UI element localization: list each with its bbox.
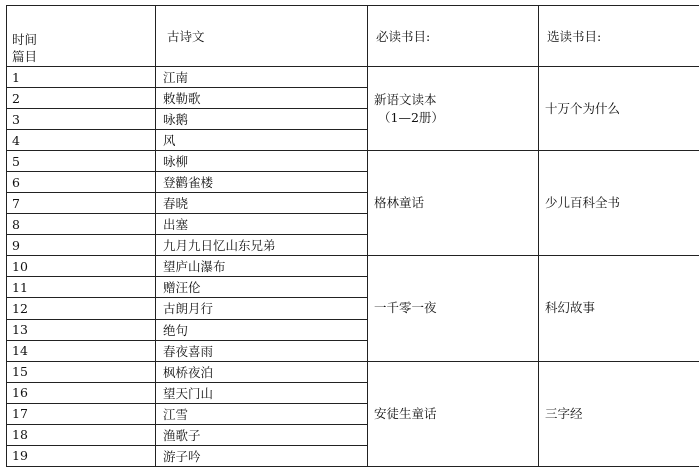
required-book: [368, 67, 539, 151]
row-number: 10: [7, 256, 156, 277]
table-row: [7, 151, 699, 172]
poem-title: 赠汪伦: [156, 277, 368, 298]
required-header: [368, 6, 539, 67]
optional-label: 选读书目:: [547, 29, 602, 45]
header-row: [7, 6, 699, 67]
row-number: 19: [7, 445, 156, 466]
row-number: 5: [7, 151, 156, 172]
poem-title: 望天门山: [156, 382, 368, 403]
table-row: [7, 256, 699, 277]
optional-book: [539, 151, 699, 256]
poem-title: 敕勒歌: [156, 88, 368, 109]
row-number: 18: [7, 424, 156, 445]
poem-header: [156, 6, 368, 67]
row-number: 1: [7, 67, 156, 88]
reading-list-table: [6, 5, 699, 467]
required-book-title: 格林童话: [374, 195, 425, 211]
required-book: [368, 256, 539, 361]
poem-title: 江雪: [156, 403, 368, 424]
optional-book: [539, 67, 699, 151]
optional-header: [539, 6, 699, 67]
row-number: 8: [7, 214, 156, 235]
time-count-header: [7, 6, 156, 67]
row-number: 14: [7, 340, 156, 361]
row-number: 6: [7, 172, 156, 193]
optional-book: [539, 256, 699, 361]
row-number: 3: [7, 109, 156, 130]
row-number: 4: [7, 130, 156, 151]
row-number: 11: [7, 277, 156, 298]
row-number: 15: [7, 361, 156, 382]
poem-label: 古诗文: [167, 29, 205, 45]
poem-title: 枫桥夜泊: [156, 361, 368, 382]
row-number: 17: [7, 403, 156, 424]
required-book-title: 一千零一夜: [374, 300, 437, 316]
optional-book-title: 科幻故事: [545, 300, 596, 316]
poem-title: 古朗月行: [156, 298, 368, 319]
row-number: 9: [7, 235, 156, 256]
required-book: [368, 361, 539, 466]
poem-title: 咏柳: [156, 151, 368, 172]
table-row: [7, 361, 699, 382]
row-number: 16: [7, 382, 156, 403]
poem-title: 出塞: [156, 214, 368, 235]
row-number: 7: [7, 193, 156, 214]
poem-title: 游子吟: [156, 445, 368, 466]
poem-title: 登鹳雀楼: [156, 172, 368, 193]
poem-title: 望庐山瀑布: [156, 256, 368, 277]
time-label: 时间: [12, 32, 38, 48]
poem-title: 咏鹅: [156, 109, 368, 130]
poem-title: 渔歌子: [156, 424, 368, 445]
poem-title: 风: [156, 130, 368, 151]
required-book: [368, 151, 539, 256]
poem-title: 绝句: [156, 319, 368, 340]
poem-title: 九月九日忆山东兄弟: [156, 235, 368, 256]
poem-title: 春晓: [156, 193, 368, 214]
row-number: 2: [7, 88, 156, 109]
optional-book: [539, 361, 699, 466]
required-book-volume: （1—2册）: [378, 109, 444, 125]
required-book-title: 新语文读本: [374, 91, 437, 107]
row-number: 12: [7, 298, 156, 319]
row-number: 13: [7, 319, 156, 340]
poem-title: 江南: [156, 67, 368, 88]
poem-title: 春夜喜雨: [156, 340, 368, 361]
count-label: 篇目: [12, 49, 38, 65]
table-row: [7, 67, 699, 88]
optional-book-title: 三字经: [545, 405, 583, 421]
required-label: 必读书目:: [376, 29, 431, 45]
optional-book-title: 少儿百科全书: [545, 195, 621, 211]
optional-book-title: 十万个为什么: [545, 100, 621, 116]
required-book-title: 安徒生童话: [374, 405, 437, 421]
